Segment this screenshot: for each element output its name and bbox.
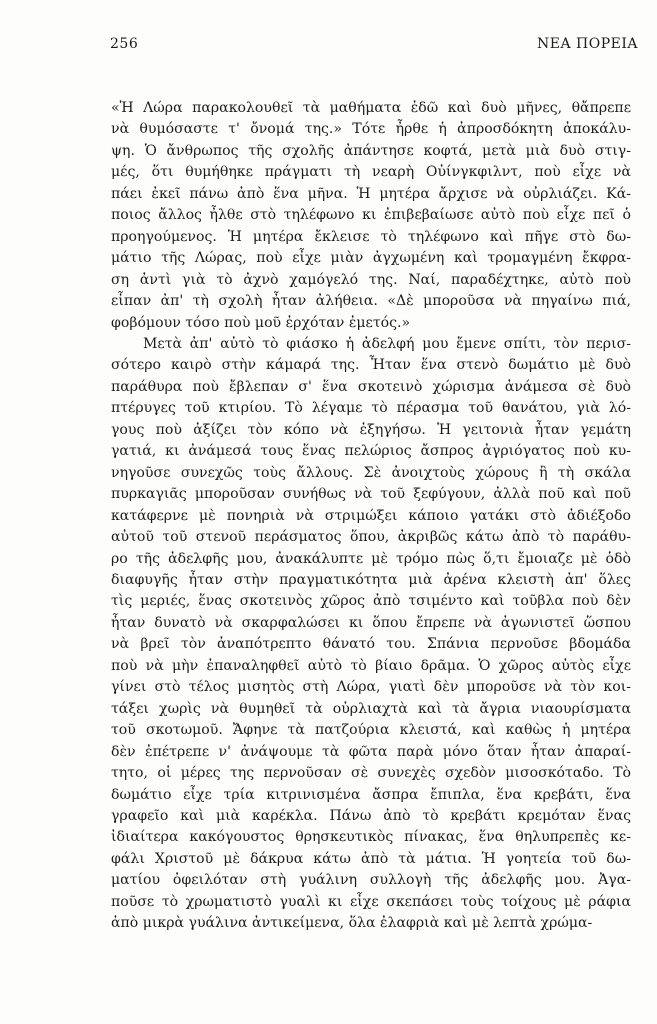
text-line: διαφυγῆς ἦταν στὴν πραγματικότητα μιὰ ἀρένα κλειστὴ ἀπ' ὅλες (111, 571, 631, 588)
text-line: ψη. Ὁ ἄνθρωπος τῆς σχολῆς ἀπάντησε κοφτά, μετὰ μιὰ δυὸ στιγ- (111, 142, 631, 159)
text-line: φάλι Χριστοῦ μὲ δάκρυα κάτω ἀπὸ τὰ μάτια. Ἡ γοητεία τοῦ δω- (111, 850, 631, 867)
text-line: αὐτοῦ τοῦ στενοῦ περάσματος ὅπου, ἀκριβῶς κάτω ἀπὸ τὸ παράθυ- (111, 529, 631, 546)
text-line: κατάφερνε μὲ πονηριὰ νὰ στριμώξει κάποιο γατάκι στὸ ἀδιέξοδο (111, 507, 631, 524)
text-line: φοβόμουν τόσο ποὺ μοῦ ἐρχόταν ἐμετός.» (111, 314, 411, 331)
text-line: γίνει στὸ τέλος μισητὸς στὴ Λώρα, γιατὶ δὲν μποροῦσε νὰ τὸν κοι- (111, 679, 631, 696)
text-line: δὲν ἐπέτρεπε ν' ἀνάψουμε τὰ φῶτα παρὰ μόνο ὅταν ἦταν ἀπαραί- (111, 743, 631, 760)
paragraph (111, 98, 631, 334)
text-line: ση ἀντὶ γιὰ τὸ ἀχνὸ χαμόγελό της. Ναί, παραδέχτηκε, αὐτὸ ποὺ (111, 271, 631, 288)
text-line: προηγούμενος. Ἡ μητέρα ἔκλεισε τὸ τηλέφωνο καὶ πῆγε στὸ δω- (111, 228, 631, 245)
text-line: τητο, οἱ μέρες της περνοῦσαν σὲ συνεχὲς σχεδὸν μισοσκόταδο. Τὸ (111, 765, 631, 782)
text-line: πτέρυγες τοῦ κτιρίου. Τὸ λέγαμε τὸ πέρασμα τοῦ θανάτου, γιὰ λό- (111, 400, 631, 417)
text-line: τὶς μεριές, ἕνας σκοτεινὸς χῶρος ἀπὸ τσιμέντο καὶ τοῦβλα ποὺ δὲν (111, 593, 631, 610)
text-line: μές, ὅτι θυμήθηκε πράγματι τὴ νεαρὴ Οὐίνγκφιλντ, ποὺ εἶχε νὰ (111, 164, 631, 181)
text-line: ἰδιαίτερα κακόγουστος θρησκευτικὸς πίνακας, ἕνα θηλυπρεπὲς κε- (111, 829, 631, 846)
text-line: «Ἡ Λώρα παρακολουθεῖ τὰ μαθήματα ἐδῶ καὶ δυὸ μῆνες, θἄπρεπε (111, 100, 631, 116)
text-line: ποῦσε τὸ χρωματιστὸ γυαλὶ κι εἶχε σκεπάσει τοὺς τοίχους μὲ ράφια (111, 893, 631, 910)
text-line: ματίου ὀφειλόταν στὴ γυάλινη συλλογὴ τῆς ἀδελφῆς μου. Ἀγα- (111, 872, 631, 889)
text-line: νηγοῦσε συνεχῶς τοὺς ἄλλους. Σὲ ἀνοιχτοὺς χώρους ἢ τὴ σκάλα (111, 464, 631, 481)
text-line: πυρκαγιᾶς μποροῦσαν συνήθως νὰ τοῦ ξεφύγουν, ἀλλὰ ποῦ καὶ ποῦ (111, 486, 631, 503)
text-line: μάτιο τῆς Λώρας, ποὺ εἶχε μιὰν ἀγχωμένη καὶ τρομαγμένη ἔκφρα- (111, 250, 631, 267)
page-number: 256 (110, 36, 139, 52)
text-line: εἶπαν ἀπ' τὴ σχολὴ ἦταν ἀλήθεια. «Δὲ μποροῦσα νὰ πηγαίνω πιά, (111, 293, 631, 310)
text-line: ἦταν δυνατὸ νὰ σκαρφαλώσει κι ὅπου ἔπρεπε νὰ ἀγωνιστεῖ ὥσπου (111, 614, 631, 631)
text-line: δωμάτιο εἶχε τρία κιτρινισμένα ἄσπρα ἔπιπλα, ἕνα κρεβάτι, ἕνα (111, 786, 631, 803)
text-line: ποὺ νὰ μὴν ἐπαναληφθεῖ αὐτὸ τὸ βίαιο δρᾶμα. Ὁ χῶρος αὐτὸς εἶχε (111, 657, 631, 674)
text-line: γραφεῖο καὶ μιὰ καρέκλα. Πάνω ἀπὸ τὸ κρεβάτι κρεμόταν ἕνας (111, 807, 631, 824)
text-line: γατιά, κι ἀνάμεσά τους ἕνας πελώριος ἄσπρος ἀγριόγατος ποὺ κυ- (111, 443, 631, 460)
paragraph (111, 334, 631, 935)
running-title: ΝΕΑ ΠΟΡΕΙΑ (537, 36, 638, 52)
text-line: ποιος ἄλλος ἦλθε στὸ τηλέφωνο κι ἐπιβεβαίωσε αὐτὸ ποὺ εἶχε πεῖ ὁ (111, 207, 631, 224)
text-line: Μετὰ ἀπ' αὐτὸ τὸ φιάσκο ἡ ἀδελφή μου ἔμενε σπίτι, τὸν περισ- (143, 335, 631, 352)
text-line: γους ποὺ ἀξίζει τὸν κόπο νὰ ἐξηγήσω. Ἡ γειτονιὰ ἦταν γεμάτη (111, 421, 631, 438)
text-line: ρο τῆς ἀδελφῆς μου, ἀνακάλυπτε μὲ τρόμο πὼς ὅ,τι ἔμοιαζε μὲ ὁδὸ (111, 550, 631, 567)
text-line: νὰ θυμόσαστε τ' ὄνομά της.» Τότε ἦρθε ἡ ἀπροσδόκητη ἀποκάλυ- (111, 121, 631, 138)
text-line: ἀπὸ μικρὰ γυάλινα ἀντικείμενα, ὅλα ἐλαφριὰ καὶ μὲ λεπτὰ χρώμα- (111, 915, 593, 932)
body-text (111, 98, 631, 935)
text-line: τάξει χωρὶς νὰ θυμηθεῖ τὰ οὐρλιαχτὰ καὶ τὰ ἄγρια νιαουρίσματα (111, 700, 631, 717)
text-line: νὰ βρεῖ τὸν ἀναπότρεπτο θάνατό του. Σπάνια περνοῦσε βδομάδα (111, 636, 631, 653)
text-line: παράθυρα ποὺ ἔβλεπαν σ' ἕνα σκοτεινὸ χώρισμα ἀνάμεσα σὲ δυὸ (111, 378, 631, 395)
text-line: τοῦ σκοτωμοῦ. Ἄφηνε τὰ πατζούρια κλειστά, καὶ καθὼς ἡ μητέρα (111, 722, 631, 739)
text-line: πάει ἐκεῖ πάνω ἀπὸ ἕνα μῆνα. Ἡ μητέρα ἄρχισε νὰ οὐρλιάζει. Κά- (111, 185, 631, 202)
text-line: σότερο καιρὸ στὴν κάμαρά της. Ἦταν ἕνα στενὸ δωμάτιο μὲ δυὸ (111, 357, 631, 374)
page-header (110, 36, 638, 52)
